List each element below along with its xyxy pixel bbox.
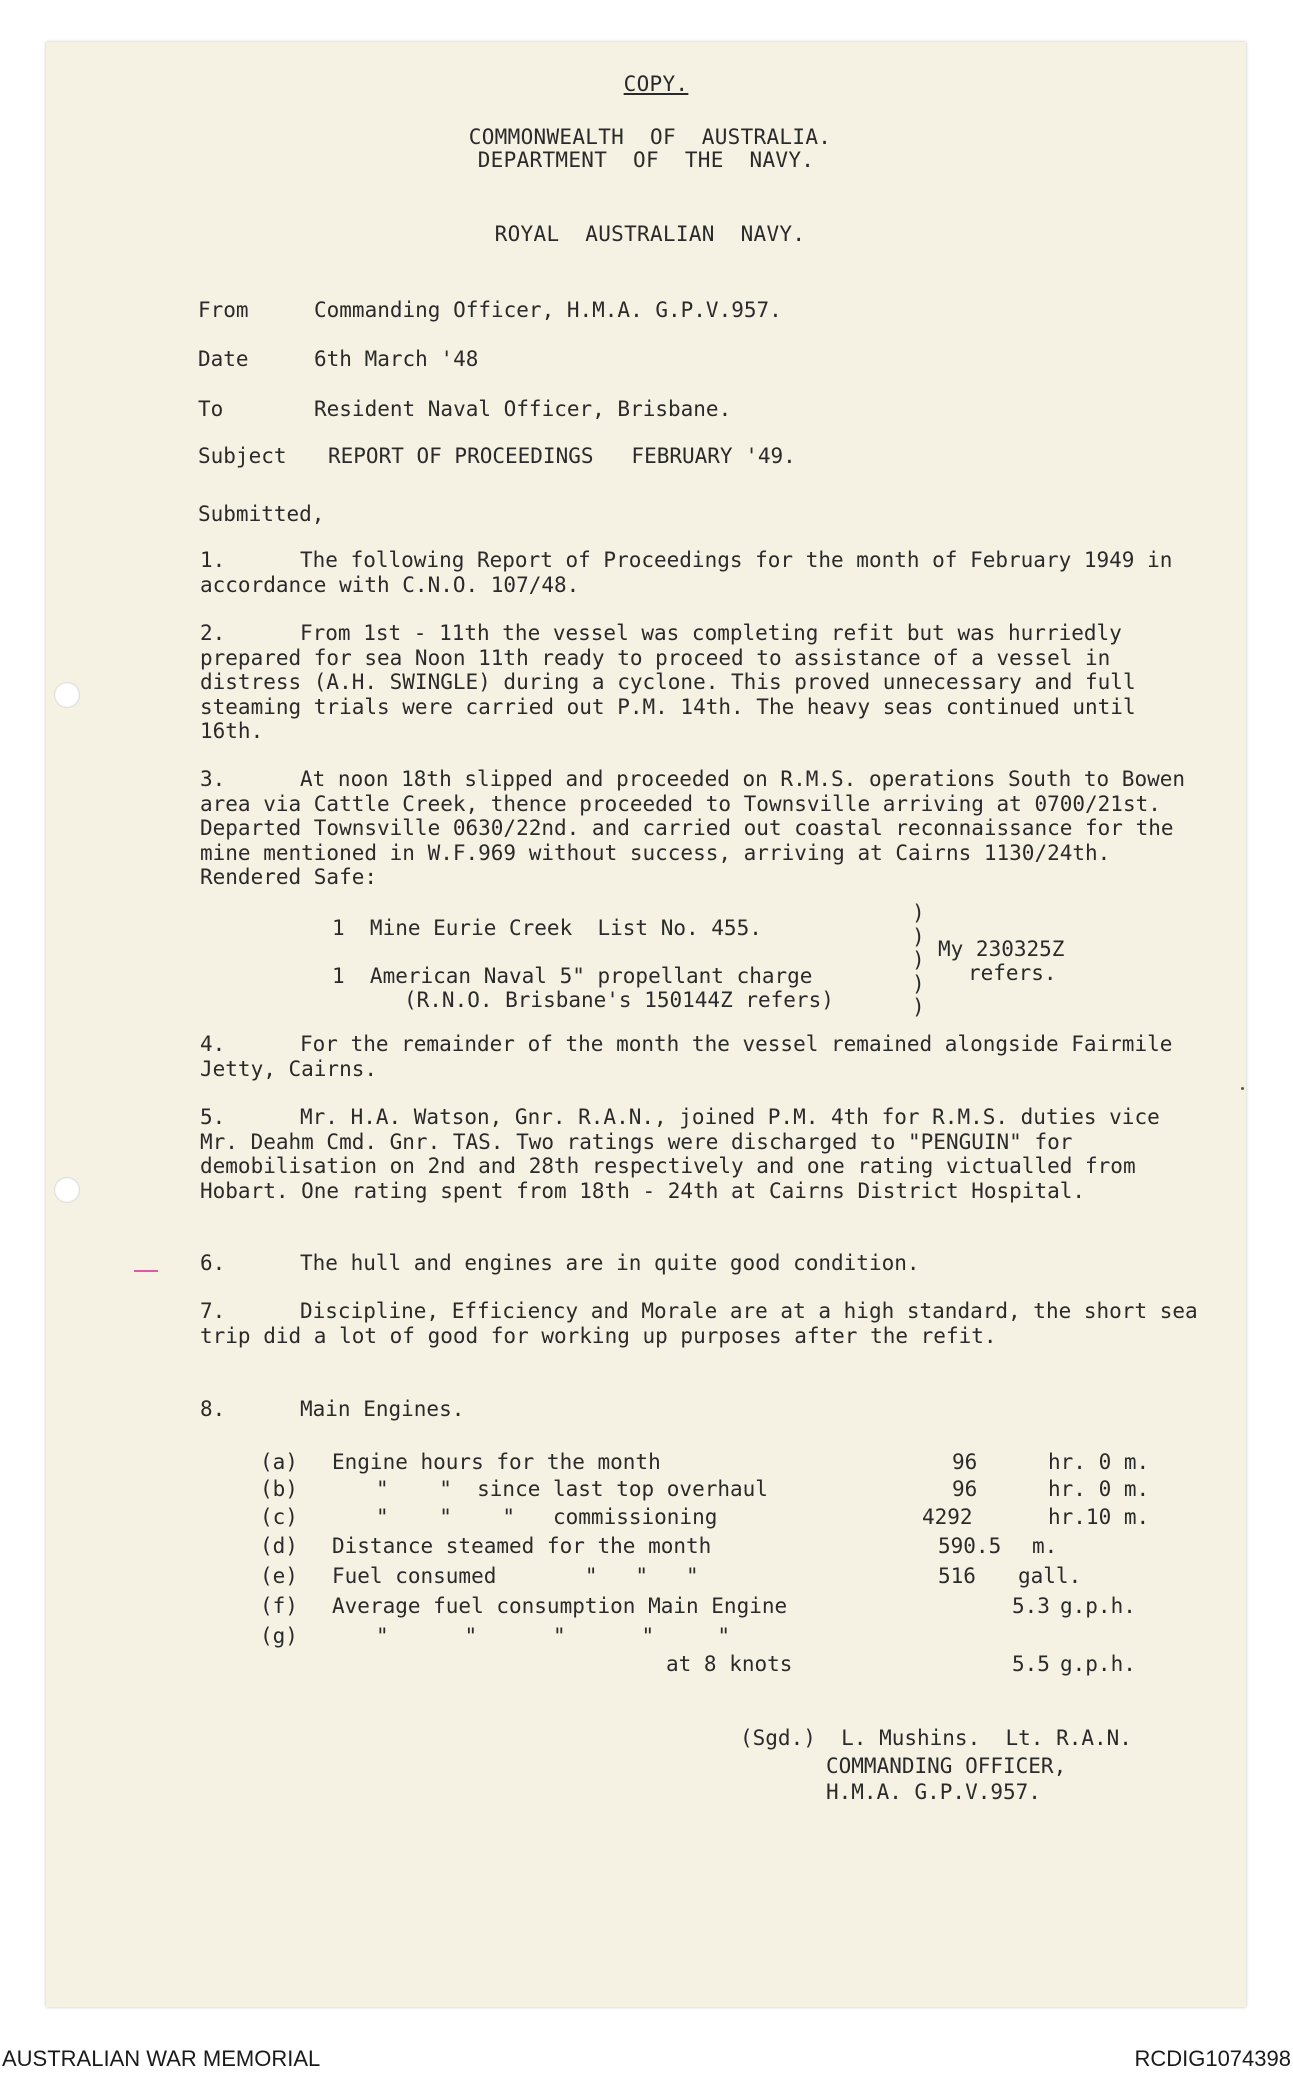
paragraph-text: Mr. H.A. Watson, Gnr. R.A.N., joined P.M. 4th for R.M.S. duties vice Mr. Deahm Cmd. Gnr. TAS. Two ratings were discharged to "PENGUIN" for demobilisation on 2nd and 28th respectively and one rating victualled from Hobart. One rating spent from 18th - 24th at Cairns District Hospital. <box>200 1105 1160 1203</box>
signature-title: COMMANDING OFFICER, <box>826 1754 1067 1778</box>
heading-department: DEPARTMENT OF THE NAVY. <box>477 148 815 172</box>
paragraph-number: 4. <box>200 1032 226 1056</box>
row-value: 5.3 <box>1012 1594 1050 1618</box>
row-value: 96 <box>952 1450 978 1474</box>
row-desc: " " " " " <box>376 1624 731 1648</box>
row-key: (b) <box>260 1477 298 1501</box>
paragraph-text: From 1st - 11th the vessel was completing refit but was hurriedly prepared for sea Noon 11th ready to proceed to assistance of a vessel in distress (A.H. SWINGLE) during a cyclone. This proved unnecessary and full steaming trials were carried out P.M. 14th. The heavy seas continued until 16th. <box>200 621 1136 743</box>
row-value: 96 <box>952 1477 978 1501</box>
paragraph-7 <box>200 1299 1200 1348</box>
row-desc: " " since last top overhaul <box>376 1477 768 1501</box>
from-label: From <box>198 298 249 322</box>
row-value: 4292 <box>922 1505 973 1529</box>
subject-value: REPORT OF PROCEEDINGS FEBRUARY '49. <box>328 444 796 468</box>
submitted-line: Submitted, <box>198 502 325 526</box>
row-unit: hr.10 m. <box>1048 1505 1150 1529</box>
paragraph-6 <box>200 1251 1200 1276</box>
paragraph-number: 2. <box>200 621 226 645</box>
subject-label: Subject <box>198 444 287 468</box>
paragraph-3 <box>200 767 1200 890</box>
copy-heading: COPY. <box>623 72 689 96</box>
row-desc: Average fuel consumption Main Engine <box>332 1594 788 1618</box>
footer-institution: AUSTRALIAN WAR MEMORIAL <box>2 2046 321 2071</box>
row-unit: hr. 0 m. <box>1048 1477 1150 1501</box>
paragraph-number: 5. <box>200 1105 226 1129</box>
from-value: Commanding Officer, H.M.A. G.P.V.957. <box>314 298 782 322</box>
paragraph-5 <box>200 1105 1200 1203</box>
paragraph-text: Main Engines. <box>300 1397 465 1421</box>
signature-vessel: H.M.A. G.P.V.957. <box>826 1780 1041 1804</box>
paragraph-8 <box>200 1397 1200 1422</box>
paragraph-text: At noon 18th slipped and proceeded on R.M.S. operations South to Bowen area via Cattle Creek, thence proceeded to Townsville arriving at 0700/21st. Departed Townsville 0630/22nd. and carried out coastal reconnaissance for the mine mentioned in W.F.969 without success, arriving at Cairns 1130/24th. Rendered Safe: <box>200 767 1186 889</box>
document-sheet <box>46 42 1246 2007</box>
paragraph-number: 6. <box>200 1251 226 1275</box>
signature-line: (Sgd.) L. Mushins. Lt. R.A.N. <box>740 1726 1132 1750</box>
row-unit: g.p.h. <box>1060 1652 1136 1676</box>
paragraph-4 <box>200 1032 1200 1081</box>
row-key: (f) <box>260 1594 298 1618</box>
reference-refers: refers. <box>968 961 1057 985</box>
brace-parentheses: ) ) ) ) ) <box>912 901 925 1019</box>
row-key: (c) <box>260 1505 298 1529</box>
footer-catalogue-id: RCDIG1074398 <box>1134 2046 1291 2071</box>
paragraph-text: For the remainder of the month the vessel remained alongside Fairmile Jetty, Cairns. <box>200 1032 1173 1081</box>
row-key: (e) <box>260 1564 298 1588</box>
paragraph-2 <box>200 621 1200 744</box>
row-desc: at 8 knots <box>666 1652 793 1676</box>
date-value: 6th March '48 <box>314 347 479 371</box>
paragraph-text: The hull and engines are in quite good condition. <box>300 1251 920 1275</box>
paragraph-text: Discipline, Efficiency and Morale are at a high standard, the short sea trip did a lot of good for working up purposes after the refit. <box>200 1299 1198 1348</box>
row-unit: m. <box>1032 1534 1058 1558</box>
heading-commonwealth: COMMONWEALTH OF AUSTRALIA. <box>468 125 832 149</box>
paragraph-text: The following Report of Proceedings for the month of February 1949 in accordance with C.N.O. 107/48. <box>200 548 1173 597</box>
row-desc: Distance steamed for the month <box>332 1534 712 1558</box>
date-label: Date <box>198 347 249 371</box>
to-label: To <box>198 397 224 421</box>
paragraph-number: 8. <box>200 1397 226 1421</box>
rendered-safe-item-charge-ref: (R.N.O. Brisbane's 150144Z refers) <box>404 988 834 1012</box>
paragraph-number: 7. <box>200 1299 226 1323</box>
row-value: 516 <box>938 1564 976 1588</box>
row-value: 5.5 <box>1012 1652 1050 1676</box>
heading-ran: ROYAL AUSTRALIAN NAVY. <box>494 222 806 246</box>
paragraph-1 <box>200 548 1200 597</box>
row-key: (d) <box>260 1534 298 1558</box>
row-desc: Engine hours for the month <box>332 1450 661 1474</box>
row-unit: hr. 0 m. <box>1048 1450 1150 1474</box>
row-desc: Fuel consumed " " " <box>332 1564 699 1588</box>
typed-document <box>46 42 1246 2007</box>
paragraph-number: 1. <box>200 548 226 572</box>
rendered-safe-item-charge: 1 American Naval 5" propellant charge <box>332 964 813 988</box>
row-key: (g) <box>260 1624 298 1648</box>
reference-signal: My 230325Z <box>938 937 1065 961</box>
row-unit: gall. <box>1018 1564 1082 1588</box>
rendered-safe-item-mine: 1 Mine Eurie Creek List No. 455. <box>332 916 762 940</box>
row-unit: g.p.h. <box>1060 1594 1136 1618</box>
row-key: (a) <box>260 1450 298 1474</box>
paragraph-number: 3. <box>200 767 226 791</box>
row-value: 590.5 <box>938 1534 1002 1558</box>
to-value: Resident Naval Officer, Brisbane. <box>314 397 732 421</box>
row-desc: " " " commissioning <box>376 1505 718 1529</box>
